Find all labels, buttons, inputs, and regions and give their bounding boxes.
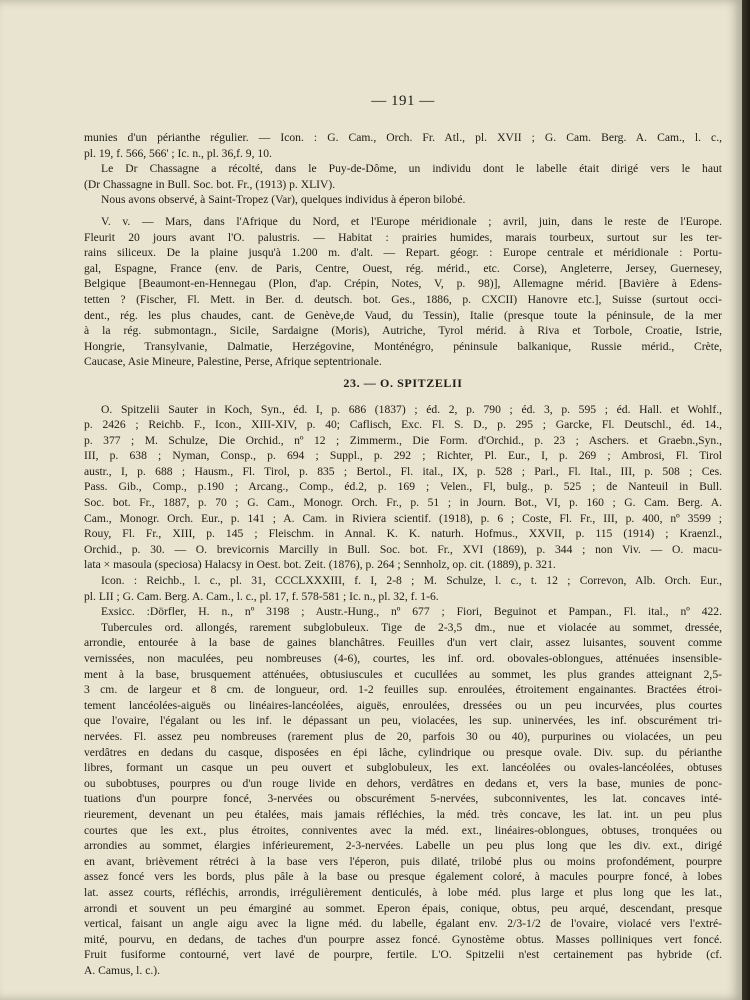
text-line: que l'ovaire, l'égalant ou les inf. le dépassant un peu, violacées, les sup. uninervées, les inf. obscurément tri- — [84, 714, 722, 728]
text-line: rains siliceux. De la plaine jusqu'à 1.200 m. d'alt. — Repart. géogr. : Europe centrale et méridionale : Portu- — [84, 246, 722, 260]
page-text — [84, 93, 722, 978]
text-line: lat. assez courts, réfléchis, arrondis, irrégulièrement denticulés, à lobe méd. plus large et plus long que les lat., — [84, 885, 722, 899]
page-number: — 191 — — [371, 93, 435, 109]
text-line: Icon. : Reichb., l. c., pl. 31, CCCLXXXIII, f. I, 2-8 ; M. Schulze, l. c., t. 12 ; Correvon, Alb. Orch. Eur., — [101, 574, 722, 588]
text-line: arrondies au sommet, élargies inférieurement, 2-3-nervées. Labelle un peu plus long que les div. ext., dirigé — [84, 839, 722, 853]
icon-references — [84, 573, 722, 604]
text-line: p. 377 ; M. Schulze, Die Orchid., nº 12 ; Zimmerm., Die Form. d'Orchid., p. 23 ; Aschers. et Graebn.,Syn., — [84, 433, 722, 447]
text-line: O. Spitzelii Sauter in Koch, Syn., éd. I, p. 686 (1837) ; éd. 2, p. 790 ; éd. 3, p. 595 ; éd. Hall. et Wohlf., — [101, 402, 722, 416]
paragraph-continuation — [84, 130, 722, 161]
text-line: mité, pourvu, en dedans, de taches d'un pourpre assez foncé. Gynostème obtus. Masses polliniques vert foncé. — [84, 932, 722, 946]
text-line: ou subobtuses, pourpres ou d'un rouge livide en dehors, verdâtres en dedans et, vers la base, munies de ponc- — [84, 776, 722, 790]
text-line: pl. 19, f. 566, 566' ; Ic. n., pl. 36,f. 9, 10. — [84, 146, 272, 160]
text-line: lata × masoula (speciosa) Halacsy in Oest. bot. Zeit. (1876), p. 264 ; Sennholz, op. cit. (1889), p. 321. — [84, 558, 556, 572]
page-edge — [742, 0, 750, 1000]
text-line: V. v. — Mars, dans l'Afrique du Nord, et l'Europe méridionale ; avril, juin, dans le reste de l'Europe. — [101, 214, 722, 228]
text-line: Rouy, Fl. Fr., XIII, p. 145 ; Fleischm. in Annal. K. K. naturh. Hofmus., XXVII, p. 115 (1914) ; Kraenzl., — [84, 527, 722, 541]
text-line: tuations d'un pourpre foncé, 3-nervées ou obscurément 5-nervées, subconniventes, les lat. concaves inté- — [84, 792, 722, 806]
text-line: gal, Espagne, France (env. de Paris, Centre, Ouest, rég. mérid., etc. Corse), Angleterre, Jersey, Guernesey, — [84, 261, 722, 275]
text-line: ment à la base, brusquement atténuées, obtusiuscules et cucullées au sommet, les plus grandes atteignant 2,5- — [84, 667, 722, 681]
text-line: Cam., Monogr. Orch. Eur., p. 141 ; A. Cam. in Riviera scientif. (1918), p. 6 ; Coste, Fl. Fr., III, p. 400, nº 3599 ; — [84, 511, 722, 525]
text-line: tetten ? (Fischer, Fl. Mett. in Ber. d. deutsch. bot. Ges., 1886, p. CXCII) Hanovre etc.], Suisse (surtout occi- — [84, 292, 722, 306]
text-line: arrondi et souvent un peu émarginé au sommet. Eperon épais, conique, obtus, peu arqué, descendant, presque — [84, 901, 722, 915]
paragraph-distribution — [84, 214, 722, 370]
text-line: vernissées, non maculées, peu nombreuses (4-6), courtes, les inf. ord. obovales-oblongues, atténuées insensible- — [84, 652, 722, 665]
text-line: 3 cm. de largeur et 8 cm. de longueur, ord. 1-2 feuilles sup. enroulées, étroitement engainantes. Bractées étroi- — [84, 683, 722, 697]
text-line: austr., I, p. 688 ; Hausm., Fl. Tirol, p. 835 ; Bertol., Fl. ital., IX, p. 528 ; Parl., Fl. Ital., III, p. 508 ; Ces. — [84, 464, 722, 478]
paragraph-saint-tropez — [84, 192, 722, 208]
text-line: rieurement, devenant un peu étalées, mais jamais réfléchies, la méd. très concave, les lat. int. un peu plus — [84, 807, 722, 821]
text-line: vertical, faisant un angle aigu avec la ligne méd. du labelle, égalant env. 2/3-1/2 de l'ovaire, violacé vers l'extré- — [84, 917, 722, 931]
text-line: à la rég. submontagn., Sicile, Sardaigne (Moris), Autriche, Tyrol mérid. à Riva et Torbole, Croatie, Istrie, — [84, 324, 722, 338]
text-line: dent., rég. les plus chaudes, cant. de Genève,de Vaud, du Tessin), Italie (presque toute la péninsule, de la mer — [84, 308, 722, 322]
text-line: Exsicc. :Dörfler, H. n., nº 3198 ; Austr.-Hung., nº 677 ; Fiori, Beguinot et Pampan., Fl. ital., nº 422. — [101, 605, 722, 619]
text-line: en avant, brièvement rétréci à la base vers l'éperon, puis dilaté, trilobé plus ou moins profondément, pourpre — [84, 854, 722, 868]
section-heading: 23. — O. SPITZELII — [343, 375, 463, 390]
text-line: Fleurit 20 jours avant l'O. palustris. — Habitat : prairies humides, marais tourbeux, surtout sur les ter- — [84, 230, 722, 244]
text-line: Le Dr Chassagne a récolté, dans le Puy-de-Dôme, un individu dont le labelle était dirigé vers le haut — [101, 162, 722, 176]
text-line: pl. LII ; G. Cam. Berg. A. Cam., l. c., pl. 17, f. 578-581 ; Ic. n., pl. 32, f. 1-6. — [84, 589, 439, 603]
text-line: Pass. Gib., Comp., p.190 ; Arcang., Comp., éd.2, p. 169 ; Velen., Fl, bulg., p. 525 ; de Nanteuil in Bull. — [84, 480, 722, 494]
text-line: courtes que les ext., plus étroites, conniventes avec la méd. ext., linéaires-oblongues, obtuses, tronquées ou — [84, 823, 722, 837]
text-line: A. Camus, l. c.). — [84, 963, 160, 977]
text-line: Belgique [Beaumont-en-Hennegau (Plon, d'ap. Crépin, Notes, V, p. 98)], Allemagne mérid. [Bavière à Edens- — [84, 277, 722, 291]
text-line: p. 2426 ; Reichb. F., Icon., XIII-XIV, p. 40; Caflisch, Exc. Fl. S. D., p. 295 ; Garcke, Fl. Deutschl., éd. 14., — [84, 418, 722, 432]
text-line: Soc. bot. Fr., 1887, p. 70 ; G. Cam., Monogr. Orch. Fr., p. 51 ; in Journ. Bot., VI, p. 160 ; G. Cam. Berg. A. — [84, 496, 722, 510]
exsiccata — [84, 604, 722, 620]
text-line: tement lancéolées-aiguës ou linéaires-lancéolées, aiguës, enroulées, dressées ou un peu incurvées, plus courtes — [84, 698, 722, 712]
text-line: libres, formant un casque un peu ouvert et subglobuleux, les ext. lancéolées ou ovales-lancéolées, obtuses — [84, 761, 722, 775]
text-line: Fruit fusiforme contourné, vert lavé de pourpre, fertile. L'O. Spitzelii n'est certainement pas hybride (cf. — [84, 948, 722, 962]
text-line: nervées. Fl. assez peu nombreuses (rarement plus de 20, parfois 30 ou 40), purpurines ou violacées, un peu — [84, 729, 722, 743]
text-line: (Dr Chassagne in Bull. Soc. bot. Fr., (1913) p. XLIV). — [84, 177, 336, 191]
text-line: Hongrie, Transylvanie, Dalmatie, Herzégovine, Monténégro, péninsule balkanique, Russie mérid., Crète, — [84, 339, 722, 353]
text-line: assez foncé vers les bords, plus pâle à la base ou presque également coloré, à macules pourpre foncé, à lobes — [84, 870, 722, 884]
text-line: verdâtres en dedans du casque, disposées en épi lâche, cylindrique ou presque ovale. Div. sup. du périanthe — [84, 745, 722, 759]
description-paragraph — [84, 620, 722, 979]
text-line: III, p. 638 ; Nyman, Consp., p. 694 ; Suppl., p. 292 ; Richter, Pl. Eur., I, p. 269 ; Ambrosi, Fl. Tirol — [84, 449, 722, 463]
text-line: Caucase, Asie Mineure, Palestine, Perse, Afrique septentrionale. — [84, 355, 382, 369]
paragraph-chassagne — [84, 161, 722, 192]
text-line: Orchid., p. 30. — O. brevicornis Marcilly in Bull. Soc. bot. Fr., XVI (1869), p. 344 ; non Viv. — O. macu- — [84, 542, 722, 556]
synonymy-paragraph — [84, 402, 722, 574]
text-line: Tubercules ord. allongés, rarement subglobuleux. Tige de 2-3,5 dm., nue et violacée au sommet, dressée, — [101, 620, 722, 634]
text-line: arrondie, entourée à la base de gaines blanchâtres. Feuilles d'un vert clair, assez luisantes, souvent comme — [84, 636, 722, 650]
text-line: Nous avons observé, à Saint-Tropez (Var), quelques individus à éperon bilobé. — [101, 193, 466, 207]
text-line: munies d'un périanthe régulier. — Icon. : G. Cam., Orch. Fr. Atl., pl. XVII ; G. Cam. Berg. A. Cam., l. c., — [84, 131, 722, 144]
